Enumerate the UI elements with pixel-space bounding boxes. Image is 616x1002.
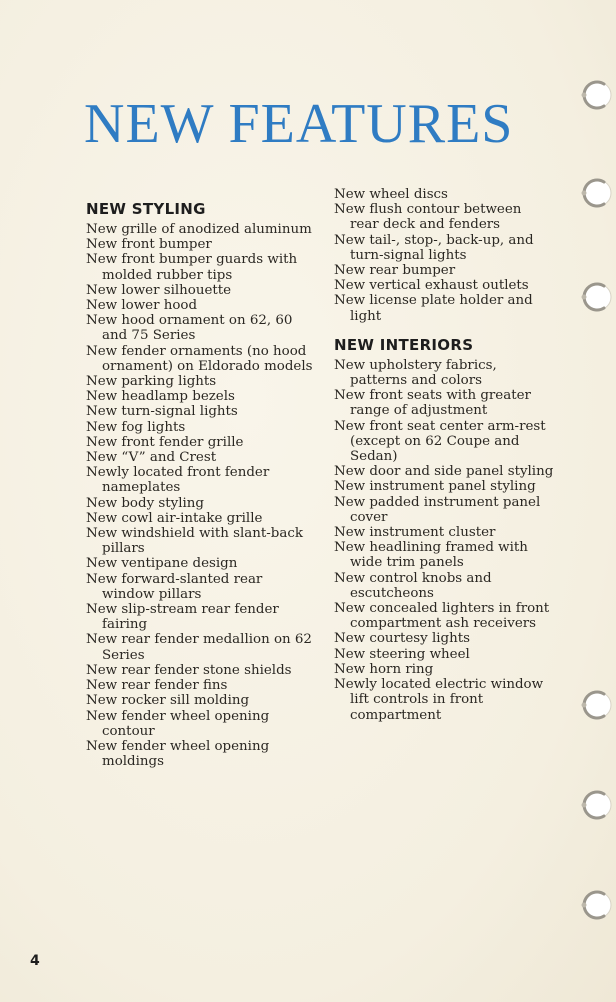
styling-column — [86, 200, 318, 769]
list-item: New fender wheel opening contour — [86, 708, 270, 739]
list-item: New rear fender medallion on 62 Series — [86, 632, 312, 663]
binder-ring-icon — [578, 280, 612, 314]
list-item: New fog lights — [86, 419, 186, 435]
page-number: 4 — [30, 953, 40, 969]
list-item: New headlining framed with wide trim panels — [334, 540, 528, 571]
list-item: New padded instrument panel cover — [334, 494, 541, 525]
list-item: New lower hood — [86, 298, 198, 314]
interiors-heading: NEW INTERIORS — [334, 335, 474, 354]
list-item: New slip-stream rear fender fairing — [86, 602, 279, 633]
list-item: New forward-slanted rear window pillars — [86, 571, 263, 602]
list-item: New vertical exhaust outlets — [334, 278, 529, 294]
binder-ring-icon — [578, 78, 612, 112]
list-item: New front bumper — [86, 237, 212, 253]
styling-list — [86, 222, 318, 769]
list-item: New steering wheel — [334, 646, 470, 662]
list-item: New flush contour between rear deck and fenders — [334, 202, 522, 233]
list-item: New tail-, stop-, back-up, and turn-signal lights — [334, 232, 534, 263]
list-item: New front seats with greater range of adjustment — [334, 388, 531, 419]
list-item: New grille of anodized aluminum — [86, 222, 312, 237]
styling-heading: NEW STYLING — [86, 200, 206, 218]
list-item: New rear fender stone shields — [86, 662, 292, 678]
list-item: New instrument cluster — [334, 525, 496, 541]
list-item: New hood ornament on 62, 60 and 75 Series — [86, 313, 293, 344]
list-item: New upholstery fabrics, patterns and colors — [334, 357, 497, 389]
list-item: New front seat center arm-rest (except on 62 Coupe and Sedan) — [334, 418, 546, 465]
list-item: New fender wheel opening moldings — [86, 738, 270, 770]
list-item: New fender ornaments (no hood ornament) on Eldorado models — [86, 343, 313, 374]
list-item: New license plate holder and light — [334, 293, 533, 324]
list-item: New ventipane design — [86, 556, 238, 572]
list-item: New rocker sill molding — [86, 693, 250, 709]
list-item: New body styling — [86, 495, 204, 511]
list-item: New “V” and Crest — [86, 450, 217, 466]
list-item: New rear bumper — [334, 263, 456, 279]
binder-ring-icon — [578, 788, 612, 822]
list-item: New wheel discs — [334, 187, 448, 202]
list-item: New cowl air-intake grille — [86, 510, 263, 526]
list-item: New control knobs and escutcheons — [334, 570, 492, 601]
list-item: New turn-signal lights — [86, 404, 238, 420]
list-item: Newly located electric window lift controls in front compartment — [334, 677, 544, 723]
list-item: New parking lights — [86, 374, 217, 390]
list-item: Newly located front fender nameplates — [86, 465, 270, 496]
binder-ring-icon — [578, 888, 612, 922]
list-item: New front bumper guards with molded rubber tips — [86, 252, 298, 283]
right-column — [334, 187, 554, 723]
list-item: New door and side panel styling — [334, 464, 554, 480]
list-item: New headlamp bezels — [86, 389, 235, 405]
list-item: New front fender grille — [86, 434, 244, 450]
list-item: New courtesy lights — [334, 631, 470, 647]
list-item: New windshield with slant-back pillars — [86, 526, 303, 557]
page-title: NEW FEATURES — [84, 93, 514, 155]
list-item: New rear fender fins — [86, 678, 228, 694]
styling-continued-list — [334, 187, 554, 324]
binder-ring-icon — [578, 176, 612, 210]
interiors-list — [334, 358, 554, 723]
list-item: New horn ring — [334, 661, 434, 677]
binder-ring-icon — [578, 688, 612, 722]
list-item: New concealed lighters in front compartment ash receivers — [334, 601, 550, 632]
list-item: New instrument panel styling — [334, 479, 536, 495]
list-item: New lower silhouette — [86, 282, 232, 298]
